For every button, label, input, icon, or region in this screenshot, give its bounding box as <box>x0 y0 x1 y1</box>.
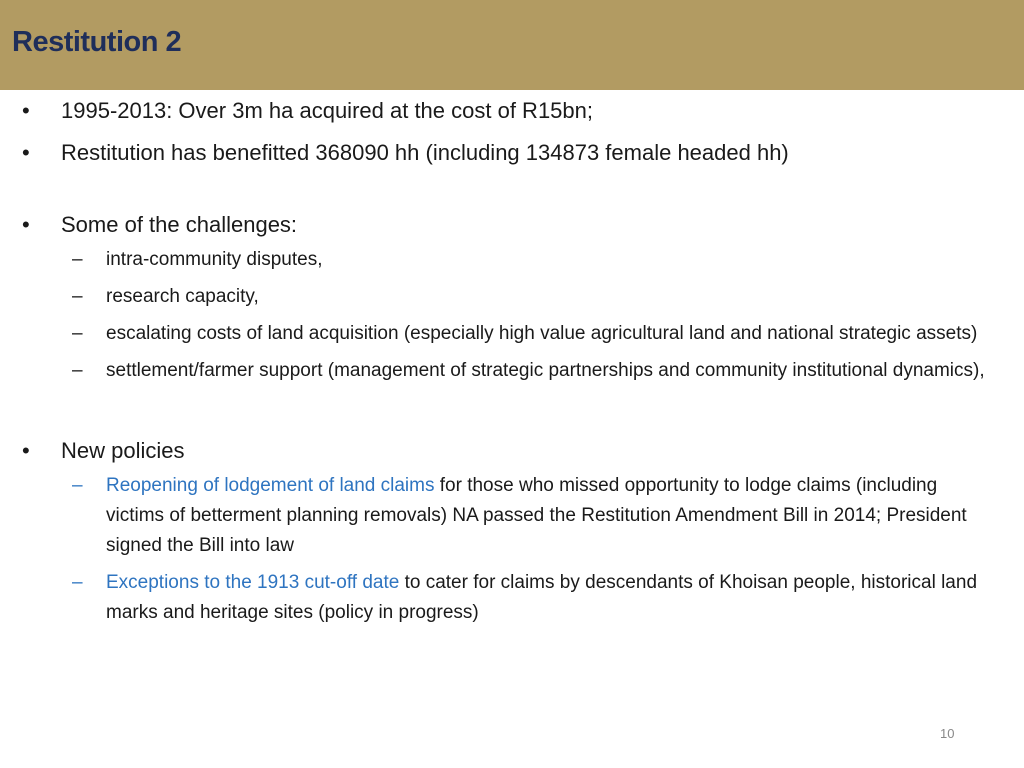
bullet-item <box>0 96 1001 126</box>
dash-icon: – <box>72 323 83 344</box>
sub-bullet-item <box>0 319 996 349</box>
sub-bullet-text: settlement/farmer support (management of strategic partnerships and community institutional dynamics), <box>106 360 985 381</box>
sub-bullet-text: to cater for claims by descendants of Khoisan people, historical land marks and heritage sites (policy in progress) <box>106 572 978 623</box>
dash-icon: – <box>72 360 83 381</box>
bullet-dot-icon: • <box>22 212 30 237</box>
slide-title: Restitution 2 <box>12 26 182 58</box>
bullet-item <box>0 436 1001 466</box>
highlight-text: Exceptions to the 1913 cut-off date <box>106 572 400 593</box>
sub-bullet-text: research capacity, <box>106 286 259 307</box>
page-number: 10 <box>940 726 955 741</box>
sub-bullet-item <box>0 568 996 628</box>
bullet-text: Some of the challenges: <box>61 212 298 237</box>
bullet-dot-icon: • <box>22 98 30 123</box>
dash-icon: – <box>72 572 83 593</box>
bullet-dot-icon: • <box>22 438 30 463</box>
dash-icon: – <box>72 475 83 496</box>
dash-icon: – <box>72 286 83 307</box>
sub-bullet-item <box>0 245 996 275</box>
highlight-text: Reopening of lodgement of land claims <box>106 475 435 496</box>
bullet-dot-icon: • <box>22 140 30 165</box>
title-bar <box>0 0 1024 90</box>
dash-icon: – <box>72 249 83 270</box>
sub-bullet-item <box>0 356 996 386</box>
sub-bullet-text: escalating costs of land acquisition (especially high value agricultural land and national strategic assets) <box>106 323 978 344</box>
bullet-item <box>0 210 1001 240</box>
slide-body <box>0 96 1024 628</box>
sub-bullet-item <box>0 471 996 561</box>
bullet-text: Restitution has benefitted 368090 hh (including 134873 female headed hh) <box>61 140 789 165</box>
sub-bullet-text: intra-community disputes, <box>106 249 323 270</box>
bullet-text: New policies <box>61 438 185 463</box>
bullet-item <box>0 138 1001 168</box>
sub-bullet-item <box>0 282 996 312</box>
bullet-text: 1995-2013: Over 3m ha acquired at the cost of R15bn; <box>61 98 593 123</box>
sub-bullet-text: for those who missed opportunity to lodge claims (including victims of betterment planning removals) NA passed the Restitution Amendment Bill in 2014; President signed the Bill into law <box>106 475 967 556</box>
